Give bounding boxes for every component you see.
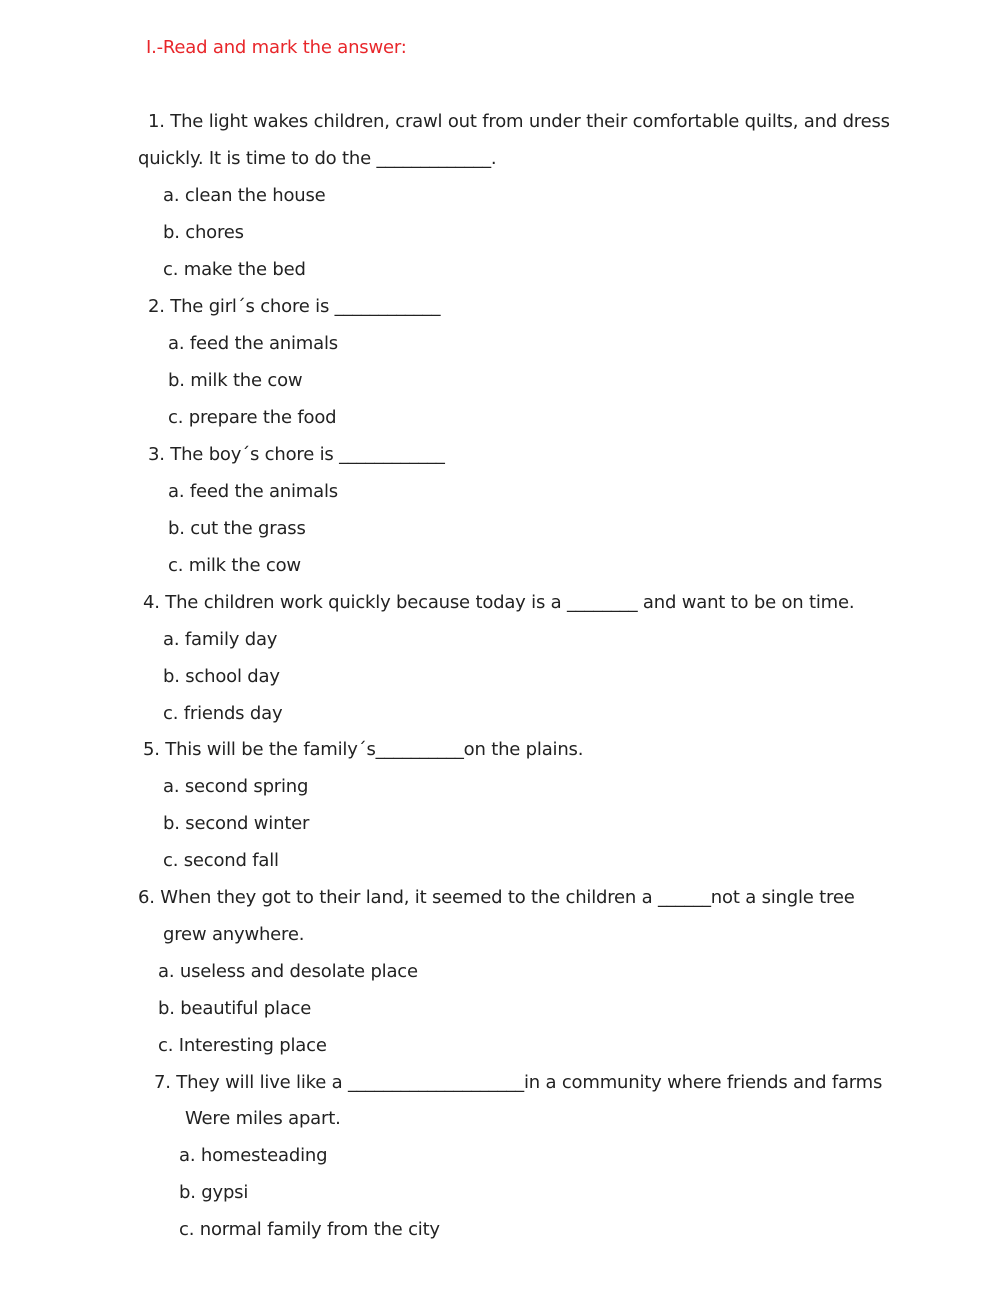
question-6-line-1: 6. When they got to their land, it seemed to the children a ______not a single tree: [138, 887, 855, 908]
question-5-option-c[interactable]: c. second fall: [163, 850, 279, 871]
question-7-line-2: Were miles apart.: [185, 1108, 341, 1129]
question-3-option-a[interactable]: a. feed the animals: [168, 481, 338, 502]
question-7-option-c[interactable]: c. normal family from the city: [179, 1219, 440, 1240]
question-4-option-b[interactable]: b. school day: [163, 666, 280, 687]
question-7-line-1: 7. They will live like a ____________________in a community where friends and farms: [154, 1072, 883, 1093]
section-heading: I.-Read and mark the answer:: [146, 37, 407, 58]
question-1-line-1: 1. The light wakes children, crawl out from under their comfortable quilts, and dress: [148, 111, 890, 132]
question-3-option-b[interactable]: b. cut the grass: [168, 518, 306, 539]
question-5-option-a[interactable]: a. second spring: [163, 776, 309, 797]
question-2-option-a[interactable]: a. feed the animals: [168, 333, 338, 354]
question-6-option-b[interactable]: b. beautiful place: [158, 998, 312, 1019]
question-1-line-2: quickly. It is time to do the _____________.: [138, 148, 497, 169]
question-6-line-2: grew anywhere.: [163, 924, 305, 945]
question-1-option-c[interactable]: c. make the bed: [163, 259, 306, 280]
question-3-stem: 3. The boy´s chore is ____________: [148, 444, 445, 465]
question-1-option-a[interactable]: a. clean the house: [163, 185, 326, 206]
question-6-option-a[interactable]: a. useless and desolate place: [158, 961, 418, 982]
question-5-option-b[interactable]: b. second winter: [163, 813, 310, 834]
question-4-stem: 4. The children work quickly because today is a ________ and want to be on time.: [143, 592, 855, 613]
question-4-option-c[interactable]: c. friends day: [163, 703, 283, 724]
question-1-option-b[interactable]: b. chores: [163, 222, 244, 243]
question-5-stem: 5. This will be the family´s__________on the plains.: [143, 739, 584, 760]
question-4-option-a[interactable]: a. family day: [163, 629, 278, 650]
question-6-option-c[interactable]: c. Interesting place: [158, 1035, 327, 1056]
question-2-stem: 2. The girl´s chore is ____________: [148, 296, 441, 317]
question-2-option-b[interactable]: b. milk the cow: [168, 370, 303, 391]
question-2-option-c[interactable]: c. prepare the food: [168, 407, 337, 428]
question-7-option-b[interactable]: b. gypsi: [179, 1182, 249, 1203]
question-7-option-a[interactable]: a. homesteading: [179, 1145, 328, 1166]
question-3-option-c[interactable]: c. milk the cow: [168, 555, 301, 576]
